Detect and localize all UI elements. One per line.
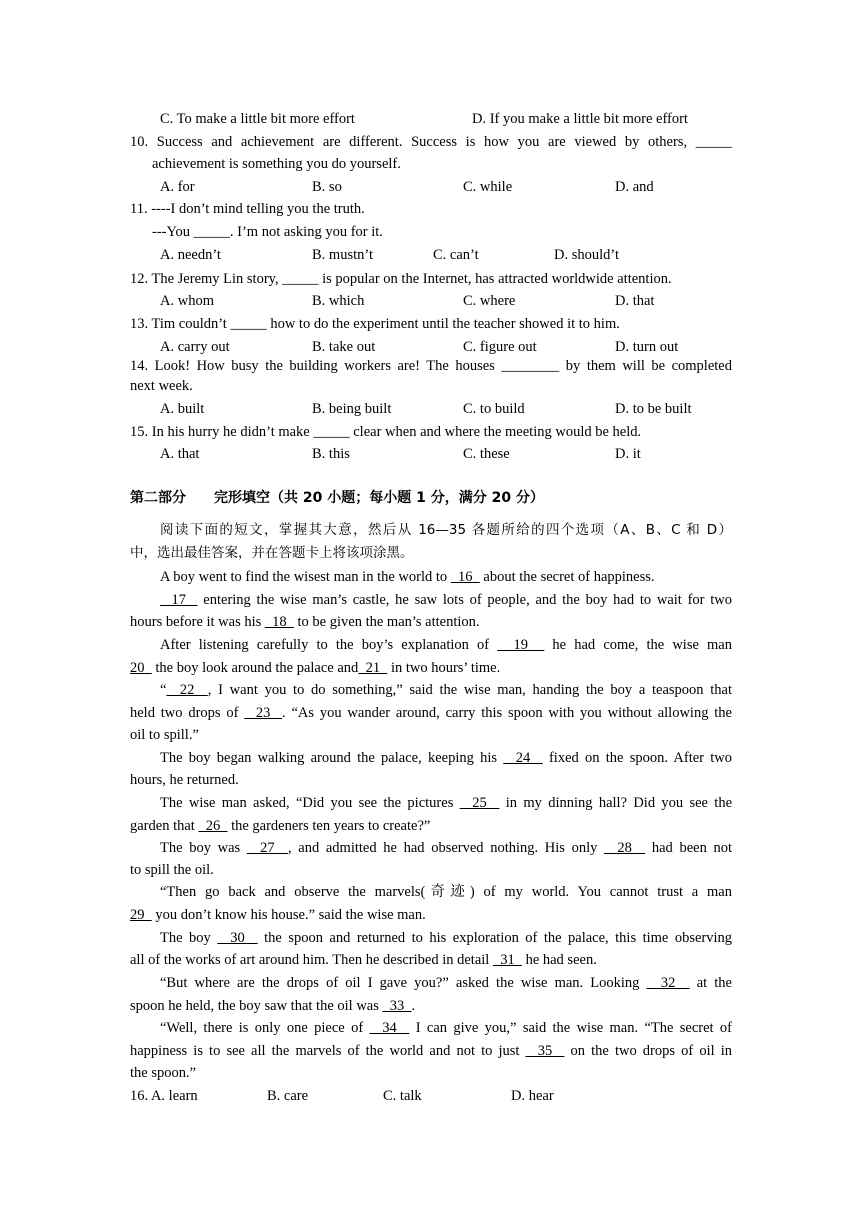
q10-option-b: B. so (312, 179, 342, 195)
q15-stem: 15. In his hurry he didn’t make _____ clear when and where the meeting would be held. (130, 424, 642, 440)
passage-line: “ 22 , I want you to do something,” said the wise man, handing the boy a teaspoon that (160, 682, 732, 698)
passage-line: oil to spill.” (130, 727, 199, 743)
q15-option-c: C. these (463, 446, 510, 462)
q11-stem-cont: ---You _____. I’m not asking you for it. (152, 224, 383, 240)
q16-option-b: B. care (267, 1088, 309, 1104)
passage-line: “Then go back and observe the marvels(奇迹) of my world. You cannot trust a man (160, 884, 732, 900)
q12-stem: 12. The Jeremy Lin story, _____ is popular on the Internet, has attracted worldwide attention. (130, 271, 672, 287)
q10-stem-cont: achievement is something you do yourself. (152, 156, 401, 172)
passage-line: 29 you don’t know his house.” said the wise man. (130, 907, 426, 923)
passage-line: The boy was 27 , and admitted he had observed nothing. His only 28 had been not (160, 840, 733, 856)
blank-19: 19 (497, 637, 545, 653)
q13-option-b: B. take out (312, 339, 376, 355)
q12-option-b: B. which (312, 293, 365, 309)
passage-line: After listening carefully to the boy’s explanation of 19 he had come, the wise man (160, 637, 732, 653)
blank-22: 22 (166, 682, 208, 698)
q10-stem: 10. Success and achievement are different. Success is how you are viewed by others, _____ (130, 134, 732, 150)
q13-option-d: D. turn out (615, 339, 679, 355)
q13-option-a: A. carry out (160, 339, 230, 355)
passage-line: to spill the oil. (130, 862, 214, 878)
passage-line: hours before it was his 18 to be given the man’s attention. (130, 614, 480, 630)
passage-line: the spoon.” (130, 1065, 197, 1081)
blank-23: 23 (244, 705, 283, 721)
q13-option-c: C. figure out (463, 339, 537, 355)
q14-stem-cont: next week. (130, 378, 193, 394)
passage-line: garden that 26 the gardeners ten years to create?” (130, 818, 431, 834)
blank-26: 26 (198, 818, 228, 834)
q16-option-c: C. talk (383, 1088, 422, 1104)
q15-option-d: D. it (615, 446, 641, 462)
blank-35: 35 (525, 1043, 565, 1059)
q16-option-a: 16. A. learn (130, 1088, 198, 1104)
passage-line: hours, he returned. (130, 772, 239, 788)
blank-32: 32 (646, 975, 690, 991)
blank-25: 25 (459, 795, 500, 811)
blank-24: 24 (503, 750, 543, 766)
q9-option-c: C. To make a little bit more effort (160, 111, 355, 127)
passage-line: The boy began walking around the palace, keeping his 24 fixed on the spoon. After two (160, 750, 733, 766)
section-heading: 第二部分 完形填空（共 20 小题；每小题 1 分，满分 20 分） (130, 490, 544, 506)
q11-stem: 11. ----I don’t mind telling you the truth. (130, 201, 365, 217)
blank-33: 33 (382, 998, 412, 1014)
q16-option-d: D. hear (511, 1088, 554, 1104)
passage-line: happiness is to see all the marvels of the world and not to just 35 on the two drops of oil in (130, 1043, 733, 1059)
passage-line: “But where are the drops of oil I gave you?” asked the wise man. Looking 32 at the (160, 975, 732, 991)
passage-line: The wise man asked, “Did you see the pictures 25 in my dinning hall? Did you see the (160, 795, 733, 811)
q12-option-d: D. that (615, 293, 655, 309)
q14-option-d: D. to be built (615, 401, 692, 417)
passage-line: The boy 30 the spoon and returned to his exploration of the palace, this time observing (160, 930, 733, 946)
passage-line: 17 entering the wise man’s castle, he saw lots of people, and the boy had to wait for two (160, 592, 732, 608)
q14-stem: 14. Look! How busy the building workers are! The houses ________ by them will be completed (130, 358, 732, 374)
q10-option-a: A. for (160, 179, 195, 195)
passage-line: “Well, there is only one piece of 34 I can give you,” said the wise man. “The secret of (160, 1020, 732, 1036)
blank-17: 17 (160, 592, 198, 608)
passage-line: spoon he held, the boy saw that the oil was 33 . (130, 998, 416, 1014)
q10-option-d: D. and (615, 179, 654, 195)
q9-option-d: D. If you make a little bit more effort (472, 111, 688, 127)
blank-34: 34 (369, 1020, 410, 1036)
q12-option-a: A. whom (160, 293, 214, 309)
blank-28: 28 (604, 840, 646, 856)
q13-stem: 13. Tim couldn’t _____ how to do the experiment until the teacher showed it to him. (130, 316, 620, 332)
blank-21: 21 (358, 660, 388, 676)
q14-option-c: C. to build (463, 401, 525, 417)
passage-line: all of the works of art around him. Then he described in detail 31 he had seen. (130, 952, 597, 968)
q15-option-b: B. this (312, 446, 350, 462)
q10-option-c: C. while (463, 179, 513, 195)
section-instructions-cont: 中，选出最佳答案，并在答题卡上将该项涂黑。 (130, 545, 414, 561)
q11-option-a: A. needn’t (160, 247, 221, 263)
blank-30: 30 (217, 930, 258, 946)
q11-option-c: C. can’t (433, 247, 479, 263)
passage-line: A boy went to find the wisest man in the world to 16 about the secret of happiness. (160, 569, 655, 585)
blank-20: 20 (130, 660, 152, 676)
passage-line: 20 the boy look around the palace and 21 in two hours’ time. (130, 660, 501, 676)
blank-29: 29 (130, 907, 152, 923)
section-instructions: 阅读下面的短文，掌握其大意，然后从 16—35 各题所给的四个选项（A、B、C 和 D） (160, 522, 732, 538)
passage-line: held two drops of 23 . “As you wander around, carry this spoon with you without allowing the (130, 705, 732, 721)
q11-option-b: B. mustn’t (312, 247, 373, 263)
q15-option-a: A. that (160, 446, 200, 462)
q12-option-c: C. where (463, 293, 516, 309)
q14-option-b: B. being built (312, 401, 392, 417)
blank-31: 31 (492, 952, 522, 968)
blank-16: 16 (450, 569, 480, 585)
q14-option-a: A. built (160, 401, 205, 417)
blank-27: 27 (246, 840, 288, 856)
blank-18: 18 (264, 614, 294, 630)
q11-option-d: D. should’t (554, 247, 619, 263)
